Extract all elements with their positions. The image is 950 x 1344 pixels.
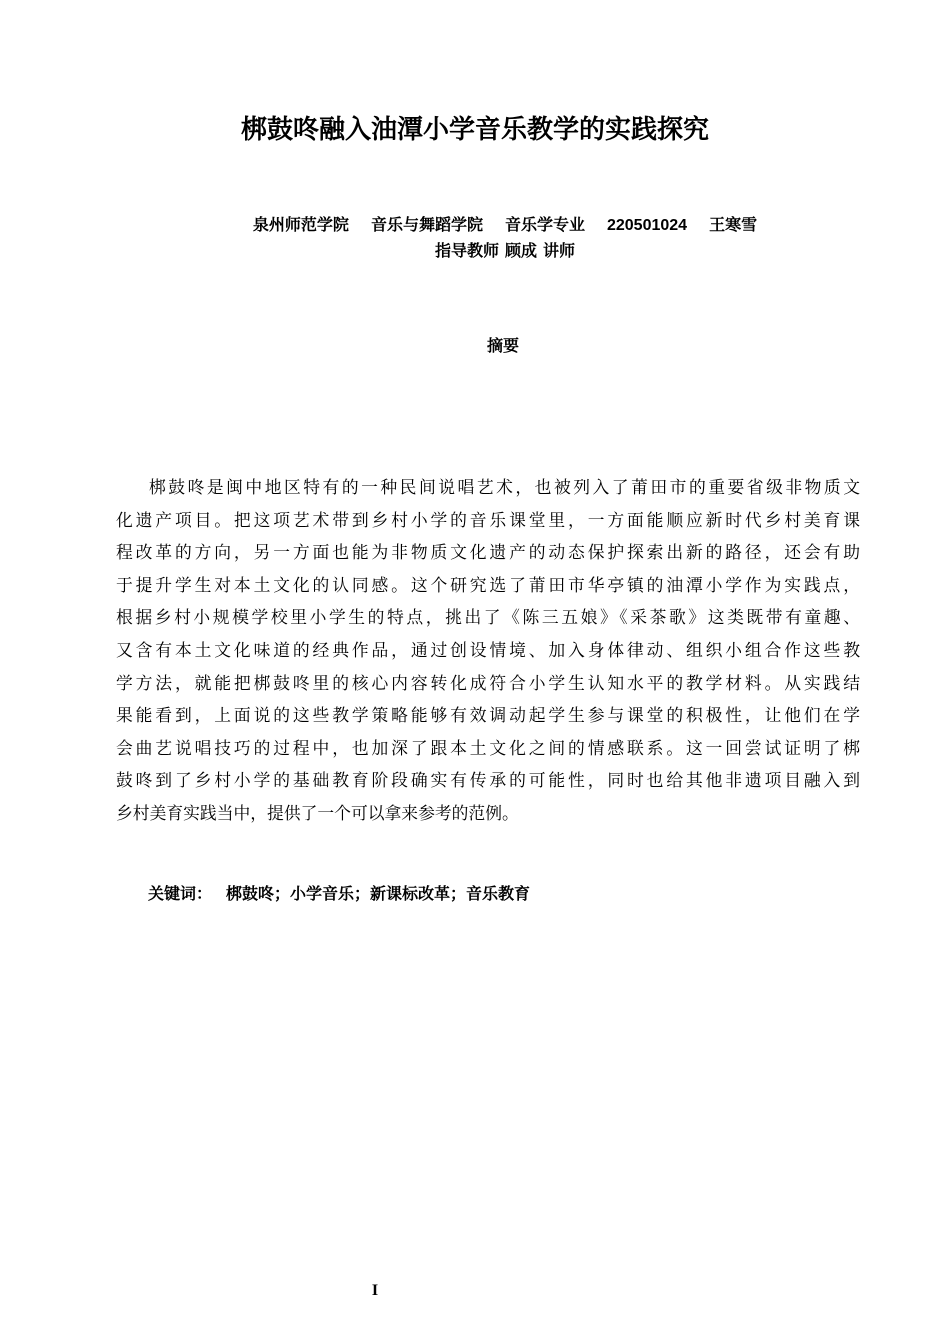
keywords-text: 梆鼓咚；小学音乐；新课标改革；音乐教育 [226, 884, 531, 903]
abstract-line: 于提升学生对本土文化的认同感。这个研究选了莆田市华亭镇的油潭小学作为实践点， [116, 574, 860, 595]
author-info-line [0, 214, 950, 237]
major-name: 音乐学专业 [504, 215, 585, 234]
abstract-line: 根据乡村小规模学校里小学生的特点，挑出了《陈三五娘》《采茶歌》这类既带有童趣、 [116, 607, 860, 628]
abstract-line: 程改革的方向，另一方面也能为非物质文化遗产的动态保护探索出新的路径，还会有助 [116, 542, 860, 563]
college-name: 音乐与舞蹈学院 [370, 215, 483, 234]
abstract-heading: 摘要 [486, 336, 519, 355]
abstract-body [116, 471, 860, 830]
abstract-line: 果能看到，上面说的这些教学策略能够有效调动起学生参与课堂的积极性，让他们在学 [116, 705, 860, 726]
paper-title: 梆鼓咚融入油潭小学音乐教学的实践探究 [240, 115, 709, 145]
abstract-line: 梆鼓咚是闽中地区特有的一种民间说唱艺术，也被列入了莆田市的重要省级非物质文 [149, 477, 860, 497]
advisor-title: 讲师 [543, 241, 576, 260]
page-number: I [371, 1282, 379, 1299]
abstract-line: 乡村美育实践当中，提供了一个可以拿来参考的范例。 [116, 802, 519, 823]
school-name: 泉州师范学院 [252, 215, 349, 234]
student-name: 王寒雪 [709, 215, 758, 234]
keywords-line [148, 882, 530, 906]
student-id: 220501024 [606, 217, 688, 234]
abstract-line: 会曲艺说唱技巧的过程中，也加深了跟本土文化之间的情感联系。这一回尝试证明了梆 [116, 737, 860, 758]
abstract-line: 学方法，就能把梆鼓咚里的核心内容转化成符合小学生认知水平的教学材料。从实践结 [116, 672, 860, 693]
abstract-line: 化遗产项目。把这项艺术带到乡村小学的音乐课堂里，一方面能顺应新时代乡村美育课 [116, 509, 860, 530]
abstract-line: 又含有本土文化味道的经典作品，通过创设情境、加入身体律动、组织小组合作这些教 [116, 639, 860, 660]
keywords-label: 关键词： [148, 884, 213, 903]
abstract-line: 鼓咚到了乡村小学的基础教育阶段确实有传承的可能性，同时也给其他非遗项目融入到 [116, 770, 860, 791]
advisor-name: 顾成 [504, 241, 537, 260]
advisor-info-line [0, 240, 950, 262]
advisor-label: 指导教师 [434, 241, 499, 260]
